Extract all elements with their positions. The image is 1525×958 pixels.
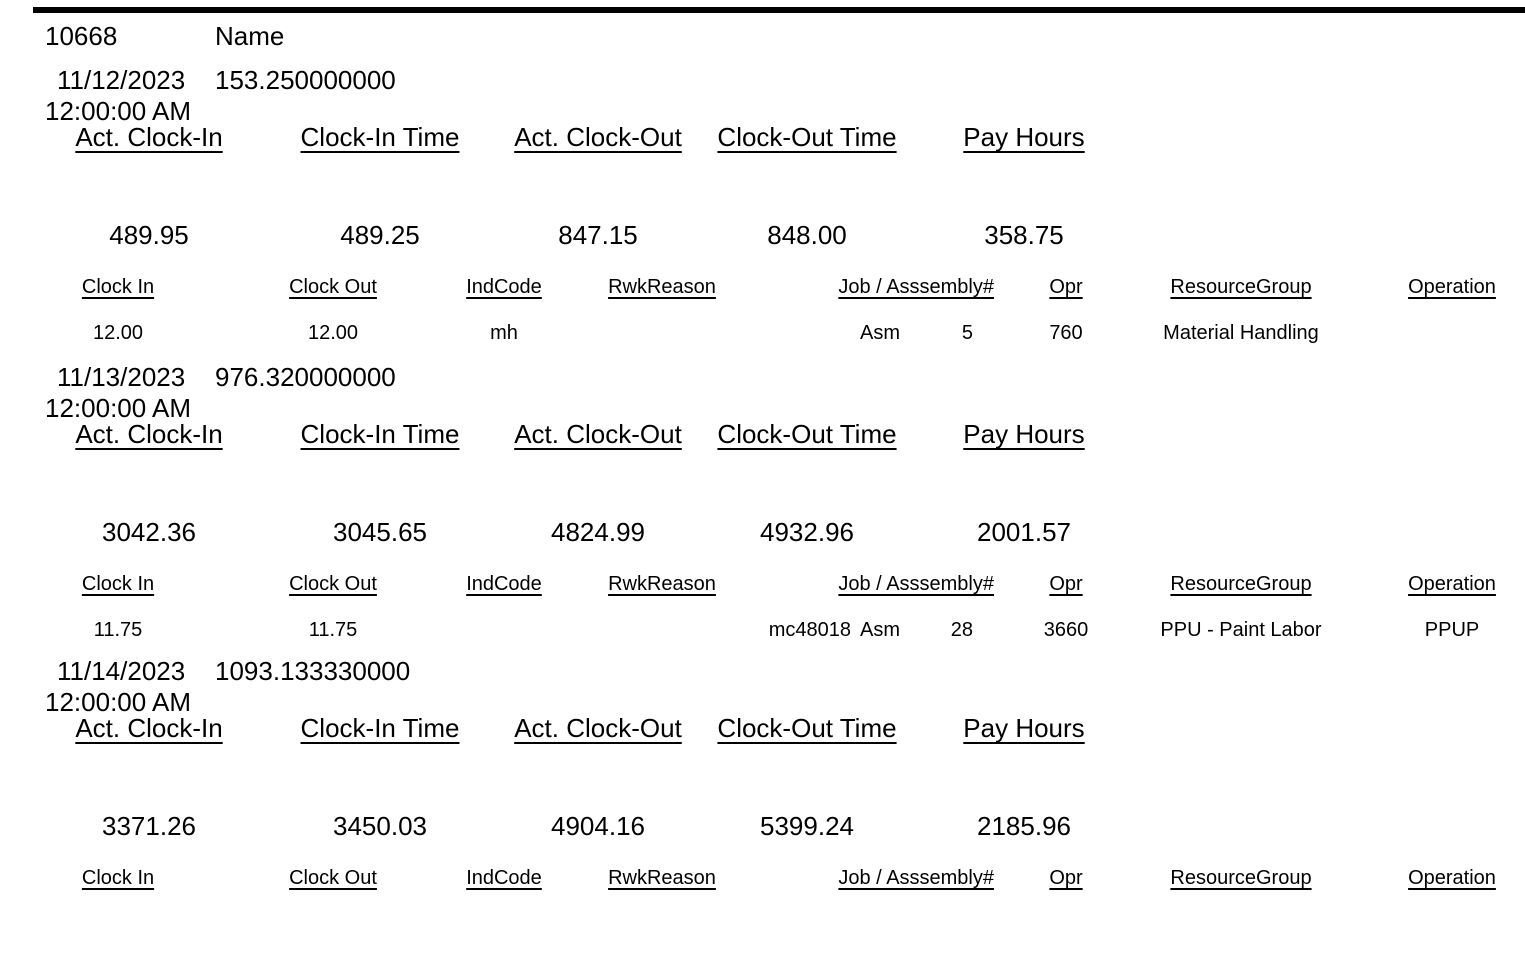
- value-act-clock-out: 847.15: [558, 220, 638, 250]
- value-job-number: mc48018: [768, 619, 851, 641]
- header-act-clock-in: Act. Clock-In: [75, 419, 223, 449]
- header-rwk-reason: RwkReason: [608, 867, 716, 889]
- header-clock-out-time: Clock-Out Time: [717, 122, 897, 152]
- value-clock-out: 12.00: [307, 322, 359, 344]
- header-act-clock-in: Act. Clock-In: [75, 122, 223, 152]
- header-pay-hours: Pay Hours: [963, 419, 1085, 449]
- header-operation: Operation: [1408, 276, 1496, 298]
- header-act-clock-in: Act. Clock-In: [75, 713, 223, 743]
- section-time: 12:00:00 AM: [45, 96, 191, 126]
- value-assembly-number: 5: [961, 322, 973, 344]
- section-date: 11/14/2023: [57, 656, 186, 686]
- value-job-assembly: [760, 323, 973, 343]
- header-clock-out: Clock Out: [289, 867, 377, 889]
- value-job-assembly: [760, 620, 973, 640]
- value-act-clock-in: 3042.36: [102, 517, 196, 547]
- value-resource-group: PPU - Paint Labor: [1160, 619, 1322, 641]
- value-act-clock-in: 489.95: [109, 220, 189, 250]
- section-date: 11/13/2023: [57, 362, 186, 392]
- header-resource-group: ResourceGroup: [1170, 573, 1312, 595]
- value-operation: PPUP: [1424, 619, 1480, 641]
- value-act-clock-out: 4824.99: [551, 517, 645, 547]
- header-resource-group: ResourceGroup: [1170, 867, 1312, 889]
- header-clock-in-time: Clock-In Time: [300, 713, 460, 743]
- employee-name-label: Name: [215, 21, 285, 51]
- header-clock-in: Clock In: [81, 867, 155, 889]
- header-job-assembly: Job / Asssembly#: [838, 867, 994, 889]
- header-clock-out-time: Clock-Out Time: [717, 713, 897, 743]
- header-resource-group: ResourceGroup: [1170, 276, 1312, 298]
- value-asm-label: Asm: [860, 322, 900, 344]
- header-rwk-reason: RwkReason: [608, 573, 716, 595]
- value-opr: 760: [1049, 322, 1083, 344]
- value-clock-in: 12.00: [92, 322, 144, 344]
- header-clock-in-time: Clock-In Time: [300, 122, 460, 152]
- value-clock-out-time: 4932.96: [760, 517, 854, 547]
- header-clock-out-time: Clock-Out Time: [717, 419, 897, 449]
- header-opr: Opr: [1049, 573, 1083, 595]
- header-clock-in-time: Clock-In Time: [300, 419, 460, 449]
- day-section: [0, 364, 1525, 664]
- value-clock-in-time: 489.25: [340, 220, 420, 250]
- value-resource-group: Material Handling: [1163, 322, 1319, 344]
- value-opr: 3660: [1043, 619, 1089, 641]
- header-opr: Opr: [1049, 276, 1083, 298]
- section-time: 12:00:00 AM: [45, 687, 191, 717]
- header-rwk-reason: RwkReason: [608, 276, 716, 298]
- header-operation: Operation: [1408, 573, 1496, 595]
- header-job-assembly: Job / Asssembly#: [838, 573, 994, 595]
- value-clock-in-time: 3450.03: [333, 811, 427, 841]
- value-pay-hours: 358.75: [984, 220, 1064, 250]
- value-clock-in-time: 3045.65: [333, 517, 427, 547]
- section-total: 1093.133330000: [215, 656, 411, 686]
- day-section: [0, 658, 1525, 958]
- value-ind-code: mh: [490, 322, 518, 344]
- header-act-clock-out: Act. Clock-Out: [514, 122, 682, 152]
- value-asm-label: Asm: [860, 619, 900, 641]
- value-clock-out-time: 848.00: [767, 220, 847, 250]
- top-rule: [33, 7, 1525, 13]
- header-pay-hours: Pay Hours: [963, 713, 1085, 743]
- header-ind-code: IndCode: [466, 573, 542, 595]
- section-total: 976.320000000: [215, 362, 396, 392]
- header-pay-hours: Pay Hours: [963, 122, 1085, 152]
- header-clock-in: Clock In: [81, 573, 155, 595]
- header-operation: Operation: [1408, 867, 1496, 889]
- header-act-clock-out: Act. Clock-Out: [514, 713, 682, 743]
- value-clock-out: 11.75: [308, 619, 358, 641]
- header-job-assembly: Job / Asssembly#: [838, 276, 994, 298]
- header-act-clock-out: Act. Clock-Out: [514, 419, 682, 449]
- value-pay-hours: 2185.96: [977, 811, 1071, 841]
- value-assembly-number: 28: [950, 619, 973, 641]
- section-time: 12:00:00 AM: [45, 393, 191, 423]
- value-act-clock-in: 3371.26: [102, 811, 196, 841]
- day-section: [0, 67, 1525, 367]
- header-clock-out: Clock Out: [289, 573, 377, 595]
- header-clock-out: Clock Out: [289, 276, 377, 298]
- value-pay-hours: 2001.57: [977, 517, 1071, 547]
- section-date: 11/12/2023: [57, 65, 186, 95]
- header-ind-code: IndCode: [466, 276, 542, 298]
- section-total: 153.250000000: [215, 65, 396, 95]
- value-clock-out-time: 5399.24: [760, 811, 854, 841]
- value-clock-in: 11.75: [93, 619, 143, 641]
- header-opr: Opr: [1049, 867, 1083, 889]
- header-clock-in: Clock In: [81, 276, 155, 298]
- employee-id: 10668: [45, 21, 118, 51]
- value-act-clock-out: 4904.16: [551, 811, 645, 841]
- header-ind-code: IndCode: [466, 867, 542, 889]
